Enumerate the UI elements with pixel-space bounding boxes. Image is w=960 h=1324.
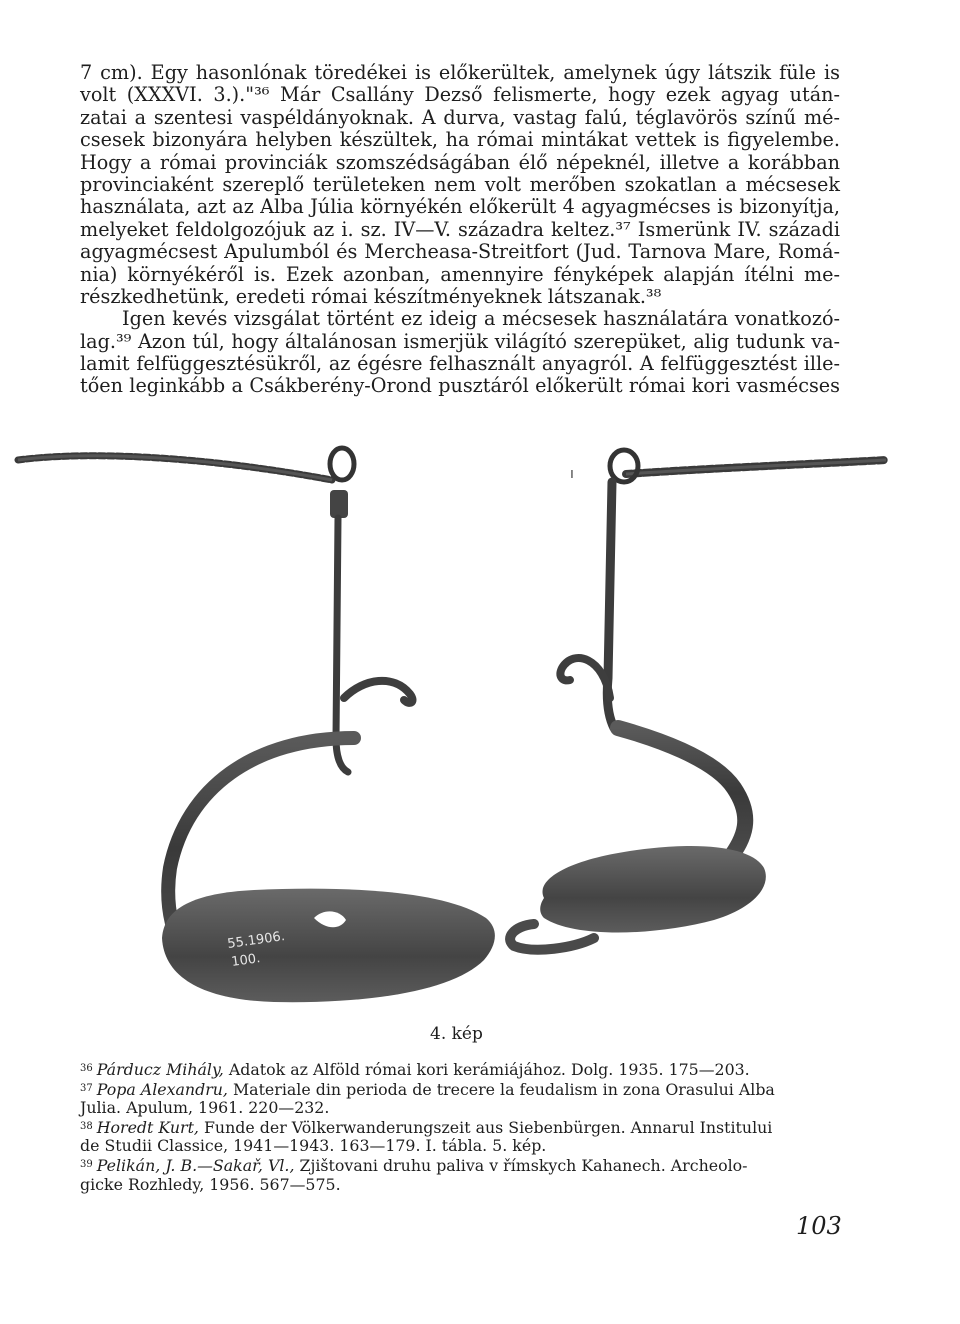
footnote-continuation: de Studii Classice, 1941—1943. 163—179. I. tábla. 5. kép. (80, 1136, 547, 1156)
footnote-text: Adatok az Alföld római kori kerámiájához. Dolg. 1935. 175—203. (223, 1060, 750, 1079)
footnote-number: 38 (80, 1120, 93, 1132)
footnote-number: 36 (80, 1063, 93, 1074)
footnote-author: Popa Alexandru, (96, 1079, 228, 1099)
footnote-text: Zjištovani druhu paliva v římskych Kahanech. Archeolo- (294, 1155, 748, 1175)
body-line: részkedhetünk, eredeti római készítményeknek látszanak.³⁸ (80, 284, 662, 308)
footnote-37 (80, 1080, 840, 1100)
body-line: Igen kevés vizsgálat történt ez ideig a mécsesek használatára vonatkozó- (122, 307, 840, 331)
svg-text:ı: ı (570, 466, 574, 482)
body-line: nia) környékéről is. Ezek azonban, amennyire fényképek alapján ítélni me- (80, 262, 840, 286)
figure-iron-lamps-photo (14, 438, 946, 1028)
body-line: lag.³⁹ Azon túl, hogy általánosan ismerjük világító szerepüket, alig tudunk va- (80, 329, 840, 353)
footnote-text: Funde der Völkerwanderungszeit aus Siebenbürgen. Annarul Institului (198, 1117, 773, 1137)
body-line: volt (XXXVI. 3.)."³⁶ Már Csallány Dezső felismerte, hogy ezek agyag után- (80, 83, 840, 107)
body-text (80, 62, 840, 398)
left-lamp (18, 448, 495, 1002)
footnote-39 (80, 1156, 840, 1176)
footnote-author: Pelikán, J. B.—Sakař, Vl., (96, 1155, 295, 1175)
body-line: 7 cm). Egy hasonlónak töredékei is előkerültek, amelynek úgy látszik füle is (80, 61, 840, 84)
body-line: lamit felfüggesztésükről, az égésre felhasznált anyagról. A felfüggesztést ille- (80, 352, 840, 376)
left-lamp-hook (344, 681, 412, 703)
footnotes (80, 1060, 840, 1194)
footnote-38 (80, 1118, 840, 1138)
footnote-36 (80, 1060, 840, 1080)
body-line: zatai a szentesi vaspéldányoknak. A durva, vastag falú, téglavörös színű mé- (80, 105, 840, 129)
right-lamp-hanger (618, 728, 745, 858)
footnote-author: Párducz Mihály, (96, 1060, 224, 1079)
footnote-number: 39 (80, 1158, 93, 1170)
figure-caption: 4. kép (430, 1024, 483, 1044)
body-line: melyeket feldolgozójuk az i. sz. IV—V. századra keltez.³⁷ Ismerünk IV. századi (80, 217, 840, 241)
footnote-author: Horedt Kurt, (96, 1117, 199, 1137)
body-line: agyagmécsest Apulumból és Mercheasa-Streitfort (Jud. Tarnova Mare, Romá- (80, 240, 840, 264)
left-lamp-inventory-label: 55.1906. (226, 929, 286, 952)
right-lamp-bowl (540, 846, 766, 932)
left-lamp-ring (330, 448, 354, 480)
right-lamp (510, 450, 886, 950)
left-lamp-inventory-label-2: 100. (230, 951, 262, 970)
footnote-text: Materiale din perioda de trecere la feudalism in zona Orasului Alba (227, 1079, 775, 1099)
body-line: tően leginkább a Csákberény-Orond pusztáról előkerült római kori vasmécses (80, 374, 840, 398)
page-number: 103 (796, 1212, 842, 1240)
body-line: csesek bizonyára helyben készültek, ha római mintákat vettek is figyelembe. (80, 128, 840, 152)
footnote-continuation: Julia. Apulum, 1961. 220—232. (80, 1098, 330, 1118)
right-lamp-hook (560, 658, 610, 698)
left-lamp-knot (330, 490, 348, 518)
body-line: Hogy a római provinciák szomszédságában élő népeknél, illetve a korábban (80, 150, 840, 174)
footnote-continuation: gicke Rozhledy, 1956. 567—575. (80, 1174, 341, 1194)
body-line: használata, azt az Alba Júlia környékén előkerült 4 agyagmécses is bizonyítja, (80, 195, 840, 219)
body-line: provinciaként szereplő területeken nem volt merőben szokatlan a mécsesek (80, 172, 840, 196)
footnote-number: 37 (80, 1082, 93, 1094)
left-lamp-bowl (162, 889, 495, 1003)
